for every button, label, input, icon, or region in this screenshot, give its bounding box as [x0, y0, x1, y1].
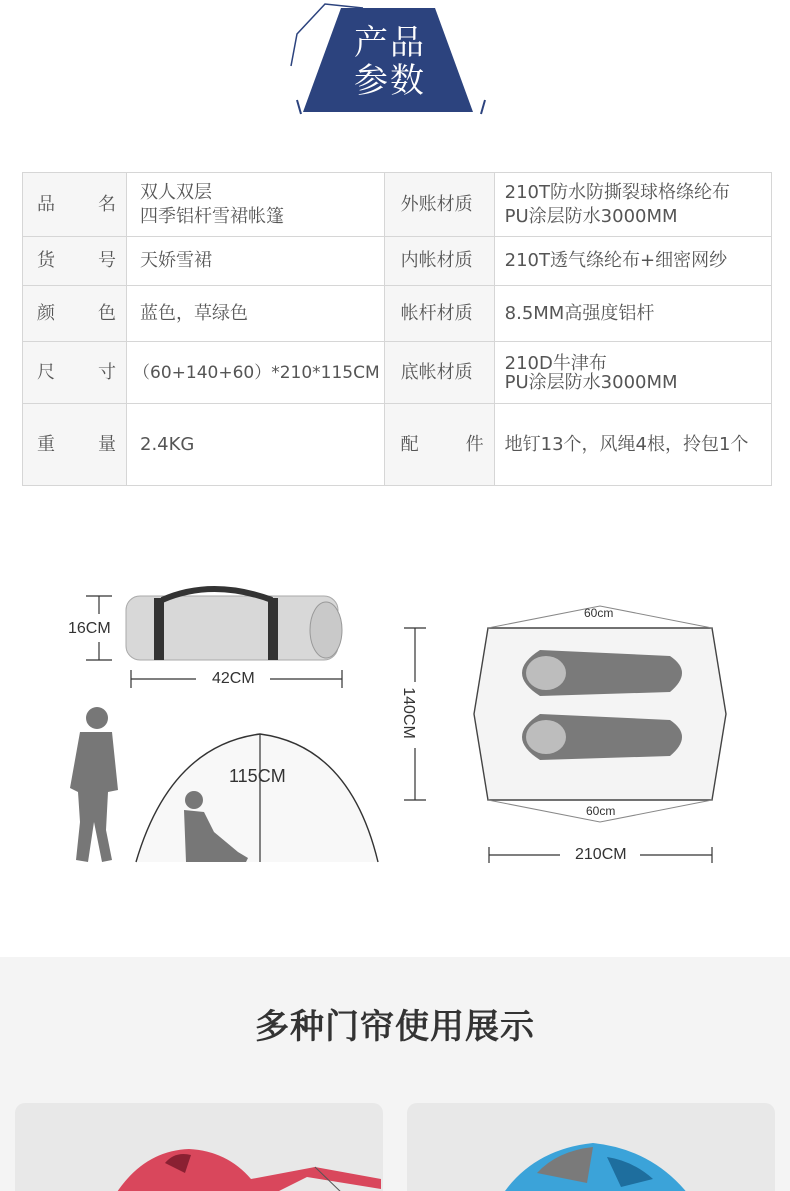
vestibule-bottom-label: 60cm — [586, 804, 616, 818]
spec-value: 8.5MM高强度铝杆 — [494, 286, 771, 342]
table-row — [23, 342, 772, 404]
spec-value: 蓝色，草绿色 — [127, 286, 385, 342]
dimension-drawing — [0, 560, 790, 900]
spec-value: 双人双层 四季铝杆雪裙帐篷 — [127, 173, 385, 237]
spec-value: 210T防水防撕裂球格绦纶布 PU涂层防水3000MM — [494, 173, 771, 237]
spec-value: 210T透气绦纶布+细密网纱 — [494, 237, 771, 286]
spec-label: 底帐材质 — [384, 342, 494, 404]
door-display-section — [0, 957, 790, 1191]
tent-photo-red — [15, 1103, 383, 1191]
spec-label: 帐杆材质 — [384, 286, 494, 342]
spec-label: 货 号 — [23, 237, 127, 286]
spec-value: 地钉13个，风绳4根，拎包1个 — [494, 404, 771, 486]
dimension-diagram — [0, 560, 790, 900]
spec-label: 尺 寸 — [23, 342, 127, 404]
person-standing-icon — [70, 707, 118, 862]
blue-tent-image — [407, 1103, 775, 1191]
sleeping-bag-icon — [522, 650, 682, 696]
tent-profile-icon — [136, 734, 378, 862]
floor-width-label: 140CM — [399, 687, 417, 739]
bag-height-label: 16CM — [68, 620, 111, 637]
spec-value: （60+140+60）*210*115CM — [127, 342, 385, 404]
badge-title — [285, 24, 495, 100]
badge-line-2: 参数 — [354, 61, 426, 101]
carry-bag-icon — [126, 589, 342, 660]
spec-value: 天娇雪裙 — [127, 237, 385, 286]
bag-length-label: 42CM — [212, 670, 255, 687]
spec-label: 重 量 — [23, 404, 127, 486]
spec-table — [22, 172, 772, 486]
spec-label: 外账材质 — [384, 173, 494, 237]
section-heading: 多种门帘使用展示 — [255, 1007, 535, 1047]
spec-label: 配 件 — [384, 404, 494, 486]
table-row — [23, 404, 772, 486]
tent-photo-blue — [407, 1103, 775, 1191]
spec-value: 210D牛津布 PU涂层防水3000MM — [494, 342, 771, 404]
vestibule-top-label: 60cm — [584, 606, 614, 620]
spec-label: 内帐材质 — [384, 237, 494, 286]
floor-length-label: 210CM — [575, 846, 627, 863]
badge-line-1: 产品 — [354, 23, 426, 63]
sleeping-bag-icon — [522, 714, 682, 760]
table-row — [23, 237, 772, 286]
floor-plan-icon — [474, 606, 726, 822]
spec-label: 颜 色 — [23, 286, 127, 342]
table-row — [23, 173, 772, 237]
section-badge — [285, 0, 495, 118]
tent-height-label: 115CM — [229, 766, 286, 786]
spec-label: 品 名 — [23, 173, 127, 237]
table-row — [23, 286, 772, 342]
red-tent-image — [15, 1103, 383, 1191]
spec-value: 2.4KG — [127, 404, 385, 486]
